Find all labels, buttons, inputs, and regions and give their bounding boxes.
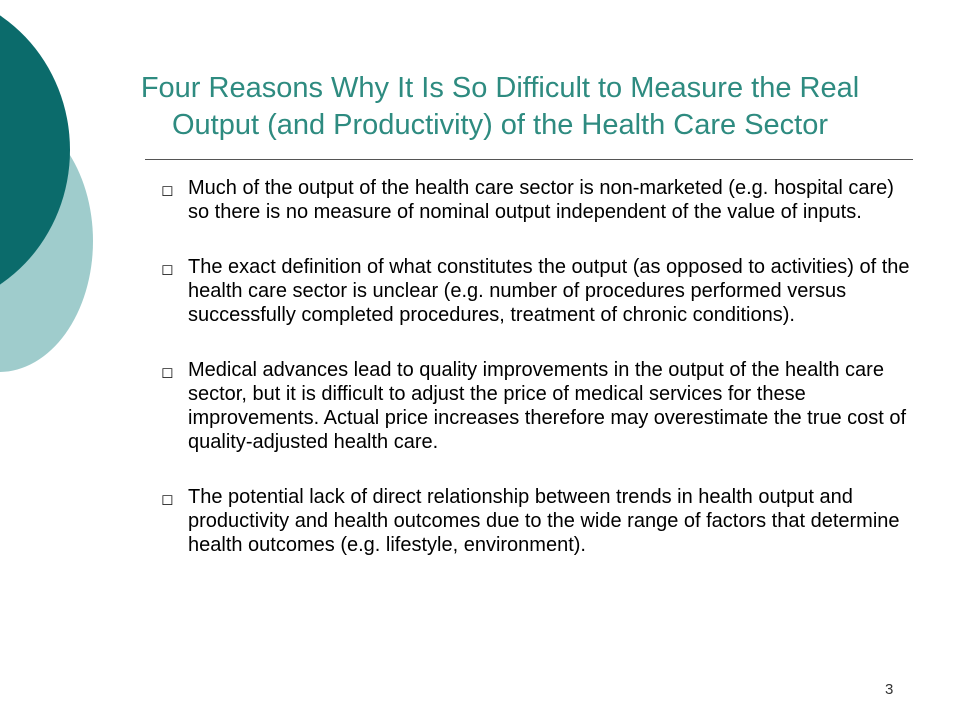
bullet-list bbox=[158, 176, 918, 588]
bullet-item bbox=[158, 255, 918, 327]
square-bullet-icon: ◻ bbox=[161, 182, 174, 199]
slide-title-line-2: Output (and Productivity) of the Health Care Sector bbox=[171, 109, 829, 141]
bullet-text: Much of the output of the health care sector is non-marketed (e.g. hospital care) so there is no measure of nominal output independent of the value of inputs. bbox=[188, 177, 894, 223]
title-divider bbox=[145, 159, 913, 160]
page-number: 3 bbox=[885, 681, 894, 698]
slide-title bbox=[70, 70, 930, 144]
square-bullet-icon: ◻ bbox=[161, 491, 174, 508]
bullet-item bbox=[158, 176, 918, 224]
square-bullet-icon: ◻ bbox=[161, 261, 174, 278]
bullet-text: Medical advances lead to quality improvements in the output of the health care sector, but it is difficult to adjust the price of medical services for these improvements. Actual price increases therefore may overestimate the true cost of quality-adjusted health care. bbox=[188, 359, 907, 453]
bullet-item bbox=[158, 485, 918, 557]
square-bullet-icon: ◻ bbox=[161, 364, 174, 381]
slide-title-line-1: Four Reasons Why It Is So Difficult to Measure the Real bbox=[140, 72, 860, 104]
bullet-text: The exact definition of what constitutes the output (as opposed to activities) of the health care sector is unclear (e.g. number of procedures performed versus successfully completed procedures, treatment of chronic conditions). bbox=[188, 256, 910, 326]
bullet-item bbox=[158, 358, 918, 454]
bullet-text: The potential lack of direct relationship between trends in health output and productivity and health outcomes due to the wide range of factors that determine health outcomes (e.g. lifestyle, environment). bbox=[188, 486, 900, 556]
